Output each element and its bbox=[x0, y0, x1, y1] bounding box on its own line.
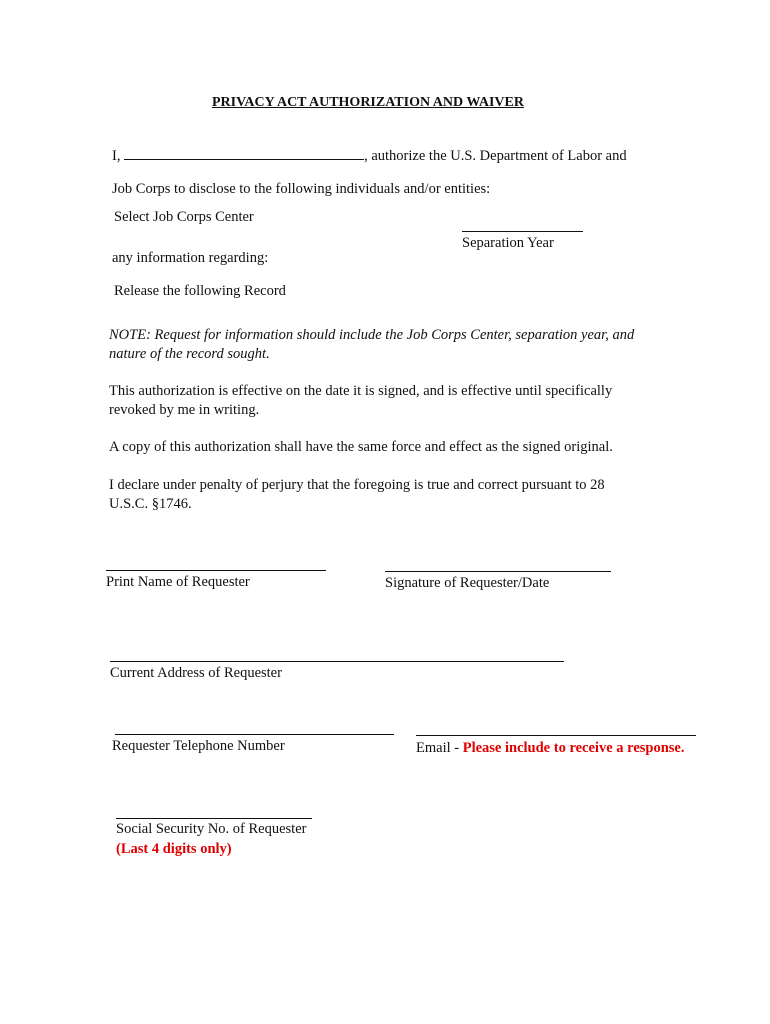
any-information-label: any information regarding: bbox=[112, 250, 269, 266]
ssn-note: (Last 4 digits only) bbox=[116, 841, 232, 857]
intro-line-2: Job Corps to disclose to the following individuals and/or entities: bbox=[112, 181, 491, 197]
address-label: Current Address of Requester bbox=[110, 665, 282, 681]
email-label-row bbox=[416, 740, 684, 757]
email-warning: Please include to receive a response. bbox=[462, 740, 685, 756]
effective-paragraph: This authorization is effective on the date it is signed, and is effective until specifically revoked by me in writing. bbox=[109, 383, 613, 418]
ssn-label: Social Security No. of Requester bbox=[116, 821, 307, 837]
note-text: NOTE: Request for information should include the Job Corps Center, separation year, and nature of the record sought. bbox=[109, 327, 635, 362]
intro-line-1 bbox=[112, 145, 627, 165]
email-label: Email - bbox=[416, 740, 460, 756]
print-name-label: Print Name of Requester bbox=[106, 574, 250, 590]
telephone-label: Requester Telephone Number bbox=[112, 738, 285, 754]
copy-paragraph: A copy of this authorization shall have the same force and effect as the signed original. bbox=[109, 439, 613, 455]
print-name-line[interactable] bbox=[106, 570, 326, 571]
name-blank-field[interactable] bbox=[124, 145, 364, 160]
address-line[interactable] bbox=[110, 661, 564, 662]
declare-paragraph: I declare under penalty of perjury that the foregoing is true and correct pursuant to 28 U.S.C. §1746. bbox=[109, 477, 605, 512]
separation-year-line[interactable] bbox=[462, 231, 583, 232]
separation-year-label: Separation Year bbox=[462, 235, 554, 251]
signature-line[interactable] bbox=[385, 571, 611, 572]
intro-suffix: , authorize the U.S. Department of Labor and bbox=[364, 148, 627, 164]
signature-label: Signature of Requester/Date bbox=[385, 575, 550, 591]
release-record-field[interactable]: Release the following Record bbox=[114, 283, 286, 299]
select-center-field[interactable]: Select Job Corps Center bbox=[114, 209, 254, 225]
telephone-line[interactable] bbox=[115, 734, 394, 735]
intro-prefix: I, bbox=[112, 148, 121, 164]
email-line[interactable] bbox=[416, 735, 696, 736]
ssn-line[interactable] bbox=[116, 818, 312, 819]
form-title: PRIVACY ACT AUTHORIZATION AND WAIVER bbox=[212, 95, 524, 110]
